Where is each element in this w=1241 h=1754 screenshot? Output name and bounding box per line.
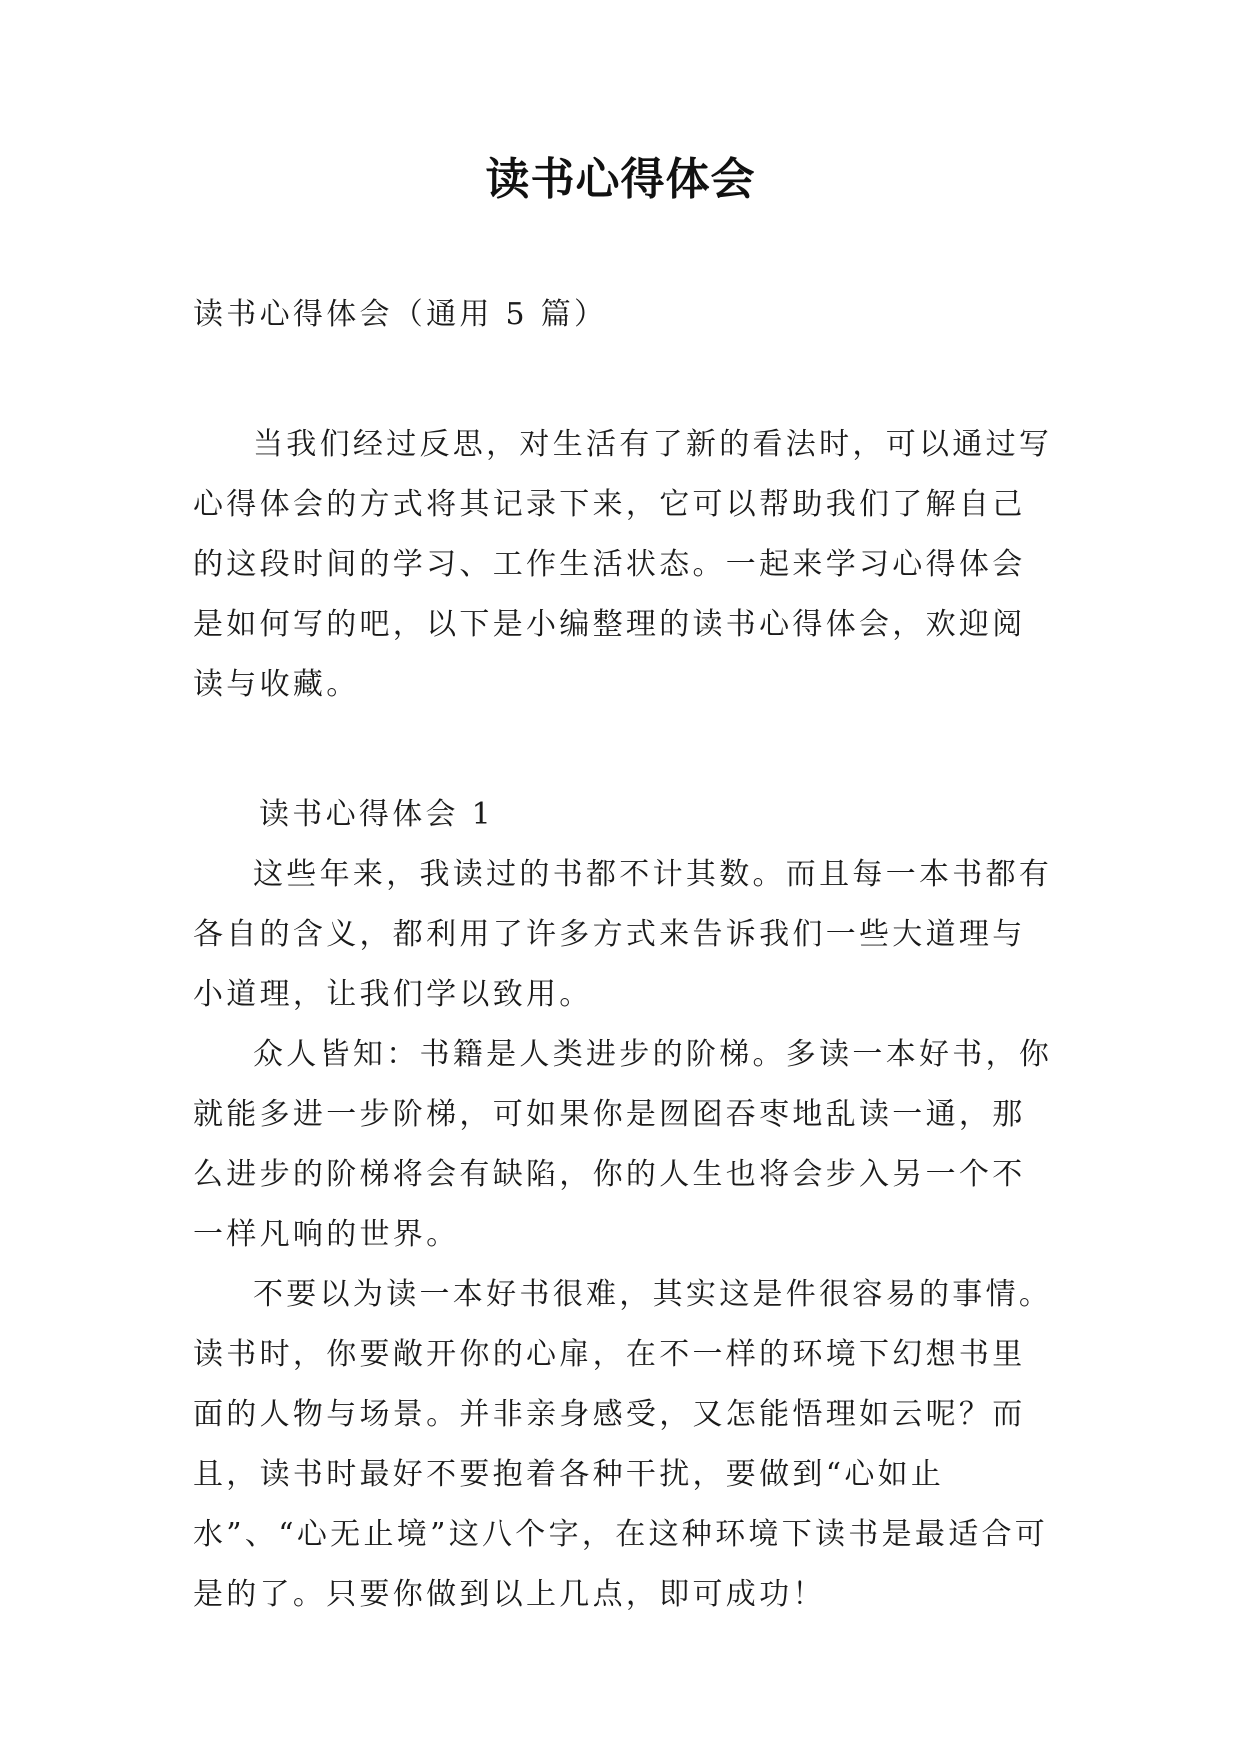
spacer	[193, 715, 1053, 785]
body-paragraph: 不要以为读一本好书很难，其实这是件很容易的事情。读书时，你要敞开你的心扉，在不一样的环境下幻想书里面的人物与场景。并非亲身感受，又怎能悟理如云呢？而且，读书时最好不要抱着各种干扰，要做到“心如止水”、“心无止境”这八个字，在这种环境下读书是最适合可是的了。只要你做到以上几点，即可成功！	[193, 1277, 1053, 1612]
spacer	[193, 345, 1053, 415]
body-paragraph: 众人皆知：书籍是人类进步的阶梯。多读一本好书，你就能多进一步阶梯，可如果你是囫囵吞枣地乱读一通，那么进步的阶梯将会有缺陷，你的人生也将会步入另一个不一样凡响的世界。	[193, 1037, 1053, 1252]
intro-paragraph: 当我们经过反思，对生活有了新的看法时，可以通过写心得体会的方式将其记录下来，它可以帮助我们了解自己的这段时间的学习、工作生活状态。一起来学习心得体会是如何写的吧，以下是小编整理的读书心得体会，欢迎阅读与收藏。	[193, 427, 1053, 702]
document-subtitle: 读书心得体会（通用 5 篇）	[193, 297, 608, 332]
body-paragraph: 这些年来，我读过的书都不计其数。而且每一本书都有各自的含义，都利用了许多方式来告诉我们一些大道理与小道理，让我们学以致用。	[193, 857, 1053, 1012]
document-body	[193, 285, 1053, 1625]
document-title: 读书心得体会	[485, 154, 756, 205]
section-heading: 读书心得体会 1	[259, 797, 495, 832]
